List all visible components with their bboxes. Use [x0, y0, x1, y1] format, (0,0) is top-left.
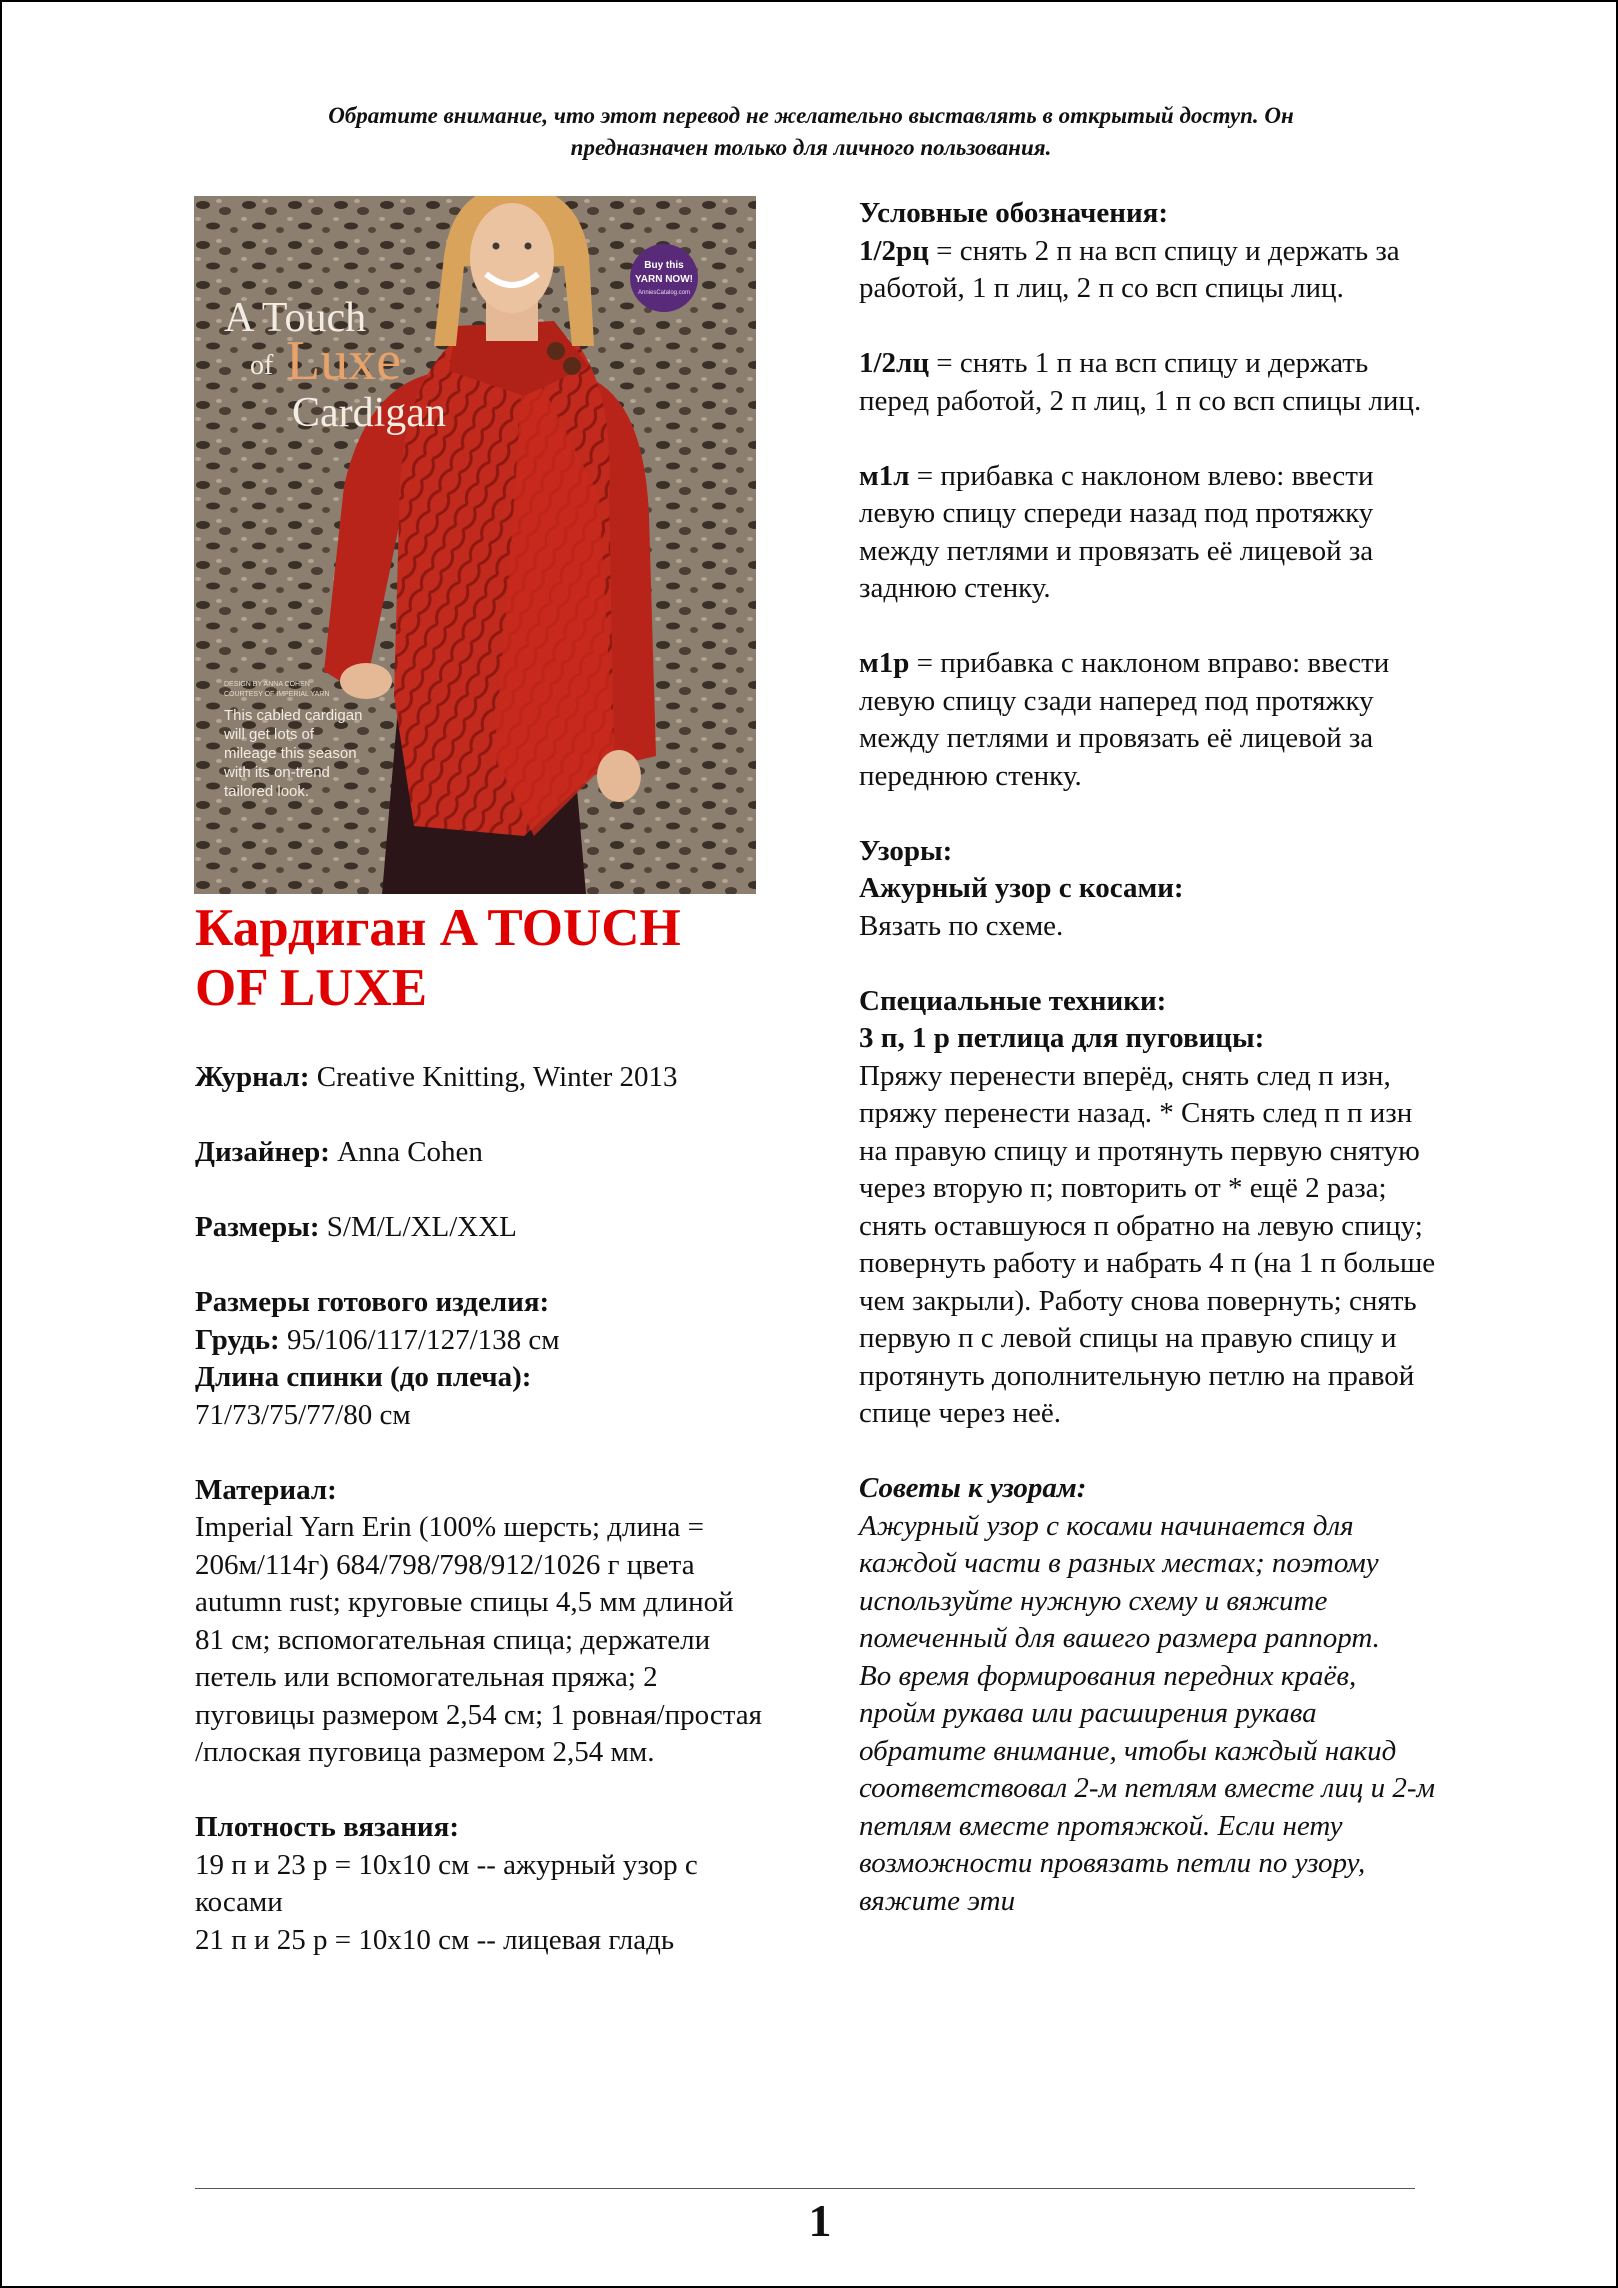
techniques-subheading: 3 п, 1 р петлица для пуговицы: [859, 1022, 1265, 1054]
magazine-info [195, 1059, 765, 1097]
gauge-line-2: 21 п и 25 р = 10x10 см -- лицевая гладь [195, 1923, 675, 1956]
cover-title-cardigan: Cardigan [292, 390, 446, 436]
pattern-title-line-1: Кардиган A TOUCH [195, 899, 681, 957]
designer-info [195, 1134, 765, 1172]
notice-line-2: предназначен только для личного пользования. [570, 135, 1052, 160]
legend-section [859, 195, 1439, 308]
legend-item [859, 458, 1439, 608]
legend-term-3: м1л [859, 459, 910, 492]
left-column [195, 898, 765, 1997]
cover-title-of: of [250, 350, 274, 381]
cover-design-credit: DESIGN BY ANNA COHEN [224, 681, 310, 688]
tips-section [859, 1470, 1439, 1920]
cover-title-a-touch: A Touch [224, 295, 367, 341]
pattern-title-line-2: OF LUXE [195, 959, 428, 1017]
techniques-text: Пряжу перенести вперёд, снять след п изн, пряжу перенести назад. * Снять след п п изн на правую спицу и протянуть первую снятую через вторую п; повторить от * ещё 2 раза; снять оставшуюся п обратно на левую спицу; повернуть работу и набрать 4 п (на 1 п больше чем закрыли). Работу снова повернуть; снять первую п с левой спицы на правую спицу и протянуть дополнительную петлю на правой спице через неё. [859, 1059, 1436, 1429]
magazine-value: Creative Knitting, Winter 2013 [309, 1061, 678, 1093]
sizes-info [195, 1209, 765, 1247]
cover-courtesy-credit: COURTESY OF IMPERIAL YARN [224, 691, 330, 698]
patterns-heading: Узоры: [859, 834, 953, 867]
gauge-heading: Плотность вязания: [195, 1811, 459, 1843]
magazine-label: Журнал: [195, 1061, 310, 1093]
legend-term-4: м1р [859, 647, 910, 679]
length-label: Длина спинки (до плеча): [195, 1361, 532, 1393]
legend-term-1: 1/2рц [859, 234, 929, 267]
tips-text-1: Ажурный узор с косами начинается для каждой части в разных местах; поэтому используйте нужную схему и вяжите помеченный для вашего размера раппорт. [859, 1509, 1380, 1654]
cover-blurb-line-1: This cabled cardigan [224, 707, 363, 724]
gauge-section [195, 1809, 765, 1959]
pattern-title [195, 898, 765, 1018]
material-text: Imperial Yarn Erin (100% шерсть; длина = 206м/114г) 684/798/798/912/1026 г цвета autumn rust; круговые спицы 4,5 мм длиной 81 см; вспомогательная спица; держатели петель или вспомогательная пряжа; 2 пуговицы размером 2,54 см; 1 ровная/простая /плоская пуговица размером 2,54 мм. [195, 1511, 762, 1768]
privacy-notice [202, 100, 1420, 164]
length-value: 71/73/75/77/80 см [195, 1398, 411, 1431]
badge-line-3: AnniesCatalog.com [637, 290, 691, 296]
chest-value: 95/106/117/127/138 см [279, 1323, 560, 1356]
legend-text-3: = прибавка с наклоном влево: ввести левую спицу спереди назад под протяжку между петлями и провязать её лицевой за заднюю стенку. [859, 459, 1374, 604]
legend-text-4: = прибавка с наклоном вправо: ввести левую спицу сзади наперед под протяжку между петлями и провязать её лицевой за переднюю стенку. [859, 647, 1390, 792]
page-number: 1 [808, 2195, 832, 2246]
patterns-subheading: Ажурный узор с косами: [859, 872, 1184, 904]
legend-text-1: = снять 2 п на всп спицу и держать за работой, 1 п лиц, 2 п со всп спицы лиц. [859, 234, 1400, 304]
cover-title-luxe: Luxe [286, 330, 402, 392]
techniques-section [859, 983, 1439, 1433]
designer-label: Дизайнер: [195, 1136, 330, 1168]
cover-blurb-line-5: tailored look. [224, 783, 310, 800]
legend-term-2: 1/2лц [859, 347, 930, 379]
magazine-cover-photo [194, 196, 756, 894]
right-column [859, 195, 1439, 1958]
chest-label: Грудь: [195, 1323, 280, 1356]
materials-section [195, 1472, 765, 1772]
cover-blurb-line-4: with its on-trend [224, 764, 330, 781]
sizes-value: S/M/L/XL/XXL [319, 1211, 517, 1243]
legend-item [859, 645, 1439, 795]
patterns-section [859, 833, 1439, 946]
gauge-line-1: 19 п и 23 р = 10x10 см -- ажурный узор с косами [195, 1848, 698, 1918]
footer-divider [195, 2188, 1415, 2189]
badge-line-2: YARN NOW! [635, 274, 693, 285]
designer-value: Anna Cohen [329, 1136, 483, 1168]
cover-blurb-line-2: will get lots of [224, 726, 315, 743]
finished-heading: Размеры готового изделия: [195, 1286, 550, 1318]
legend-heading: Условные обозначения: [859, 197, 1169, 229]
finished-measurements [195, 1284, 765, 1434]
patterns-text: Вязать по схеме. [859, 909, 1064, 942]
material-heading: Материал: [195, 1473, 337, 1506]
legend-item [859, 345, 1439, 420]
cover-blurb-line-3: mileage this season [224, 745, 357, 762]
techniques-heading: Специальные техники: [859, 984, 1167, 1017]
badge-line-1: Buy this [644, 260, 684, 271]
tips-heading: Советы к узорам: [859, 1472, 1087, 1504]
sizes-label: Размеры: [195, 1211, 320, 1243]
tips-text-2: Во время формирования передних краёв, пройм рукава или расширения рукава обратите внимание, чтобы каждый накид соответствовал 2-м петлям вместе лиц и 2-м петлям вместе протяжкой. Если нету возможности провязать петли по узору, вяжите эти [859, 1659, 1435, 1917]
notice-line-1: Обратите внимание, что этот перевод не желательно выставлять в открытый доступ. Он [328, 103, 1294, 128]
legend-text-2: = снять 1 п на всп спицу и держать перед работой, 2 п лиц, 1 п со всп спицы лиц. [859, 347, 1422, 417]
